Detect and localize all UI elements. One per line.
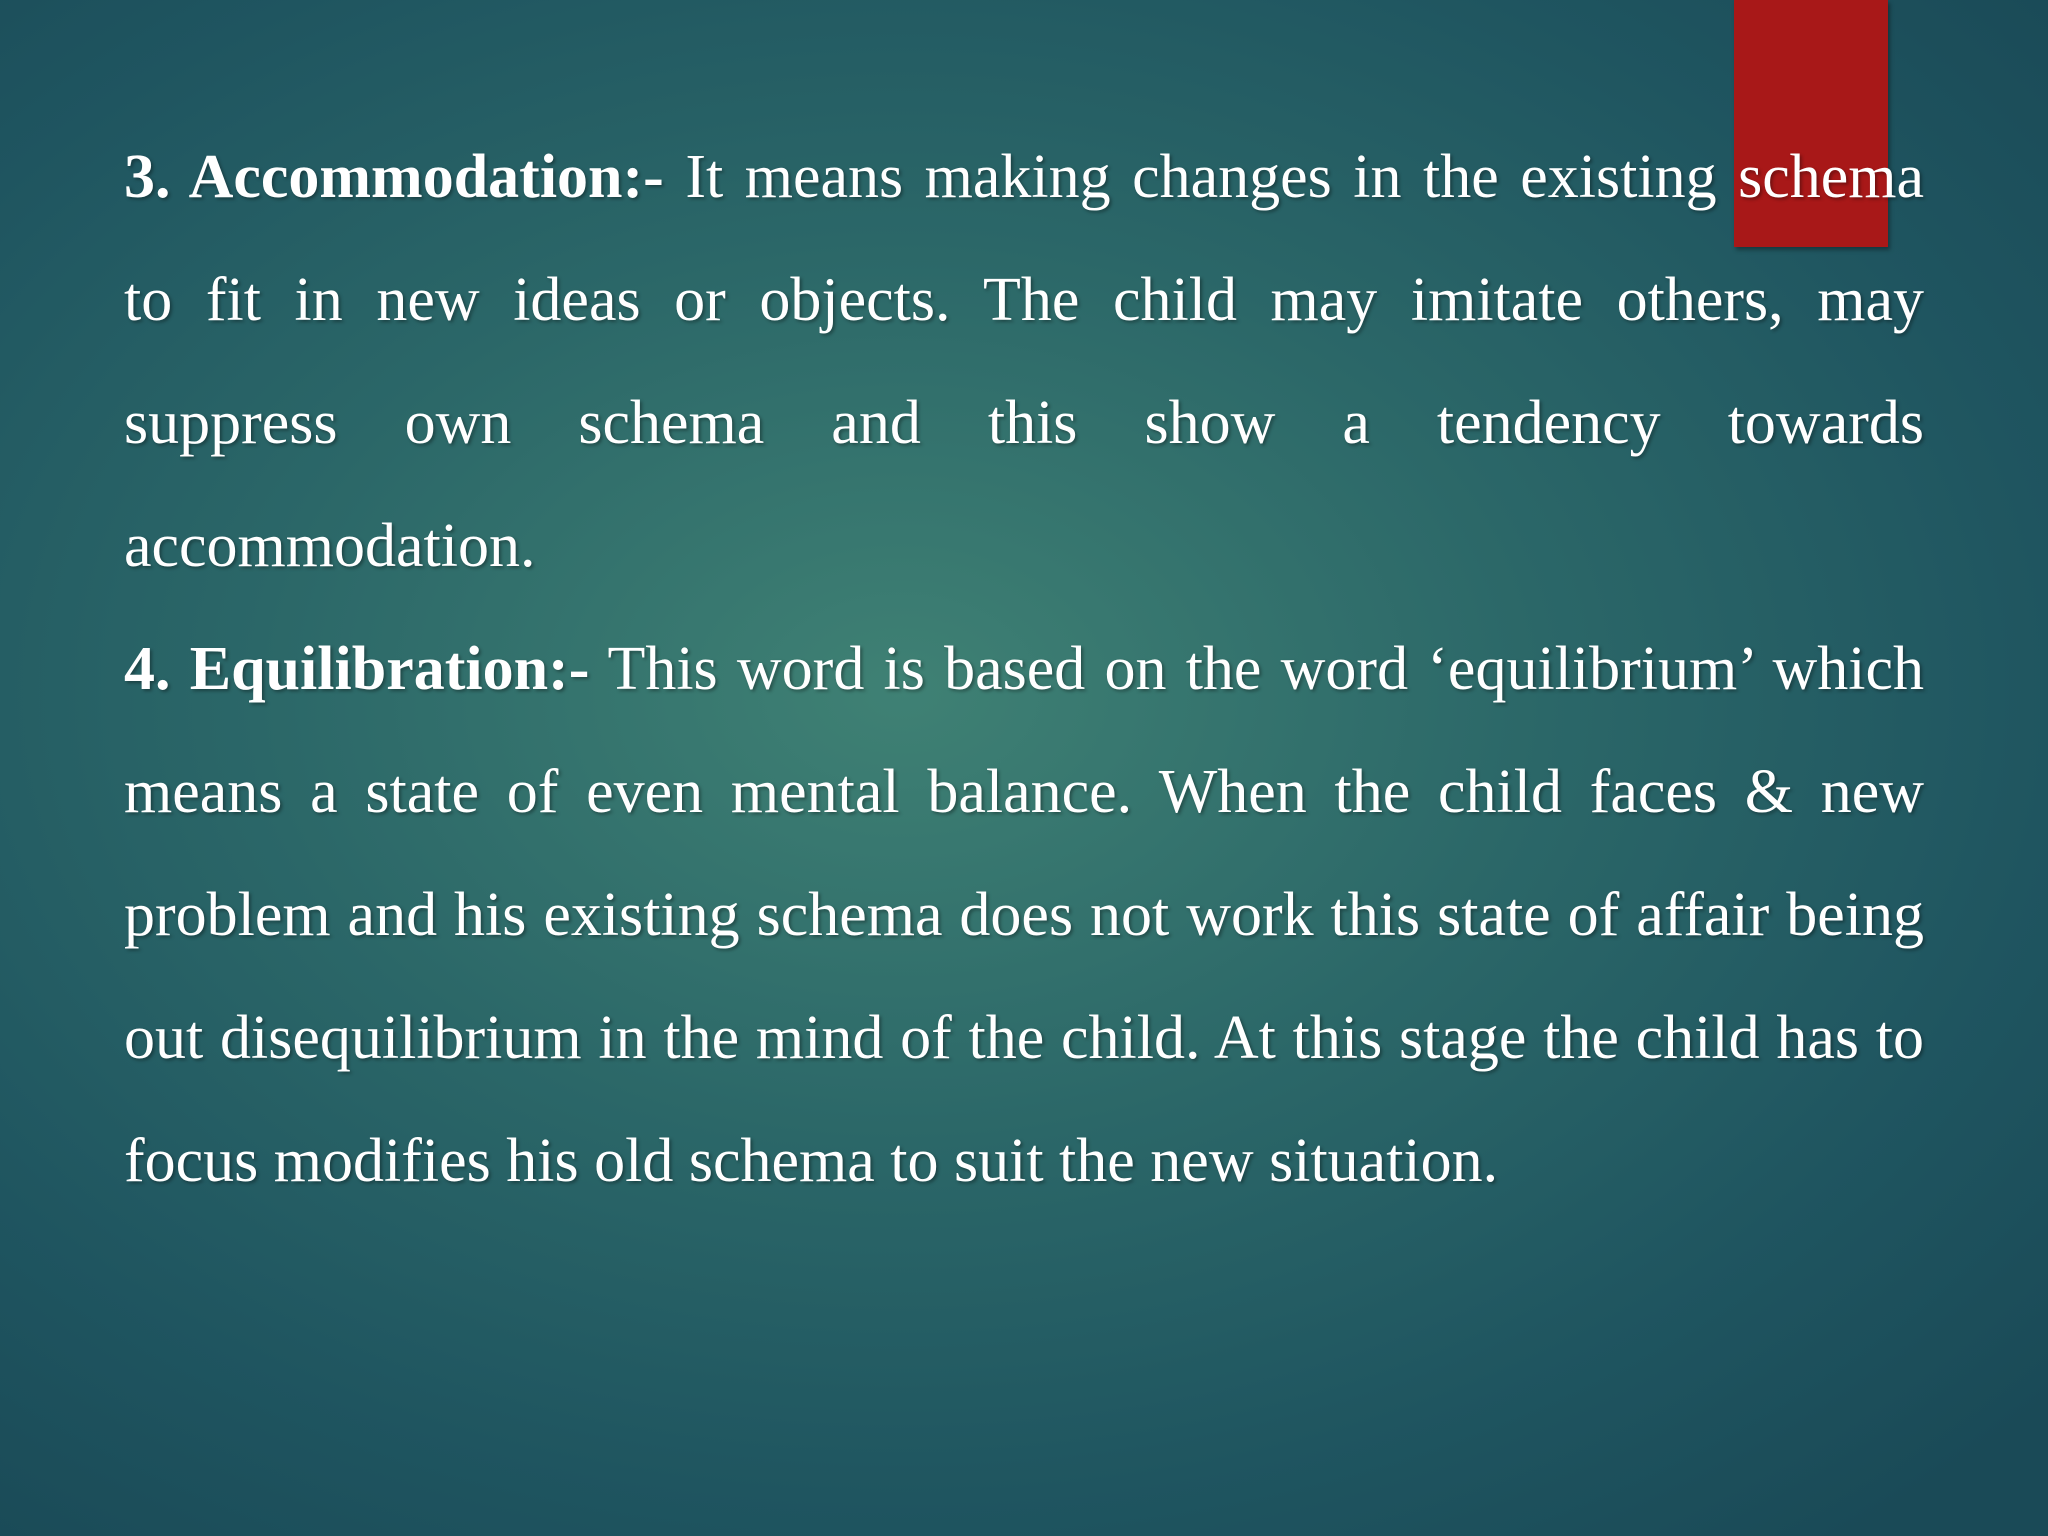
text-equilibration: This word is based on the word ‘equilibrium’ which means a state of even mental balance. When the child faces & new problem and his existing schema does not work this state of affair being out disequilibrium in the mind of the child. At this stage the child has to focus modifies his old schema to suit the new situation. [124, 635, 1924, 1195]
paragraph-equilibration [124, 608, 1924, 1223]
heading-accommodation: 3. Accommodation:- [124, 143, 664, 211]
paragraph-accommodation [124, 116, 1924, 608]
text-accommodation: It means making changes in the existing schema to fit in new ideas or objects. The child may imitate others, may suppress own schema and this show a tendency towards accommodation. [124, 143, 1925, 580]
heading-equilibration: 4. Equilibration:- [124, 635, 590, 703]
slide-content [124, 116, 1924, 1223]
